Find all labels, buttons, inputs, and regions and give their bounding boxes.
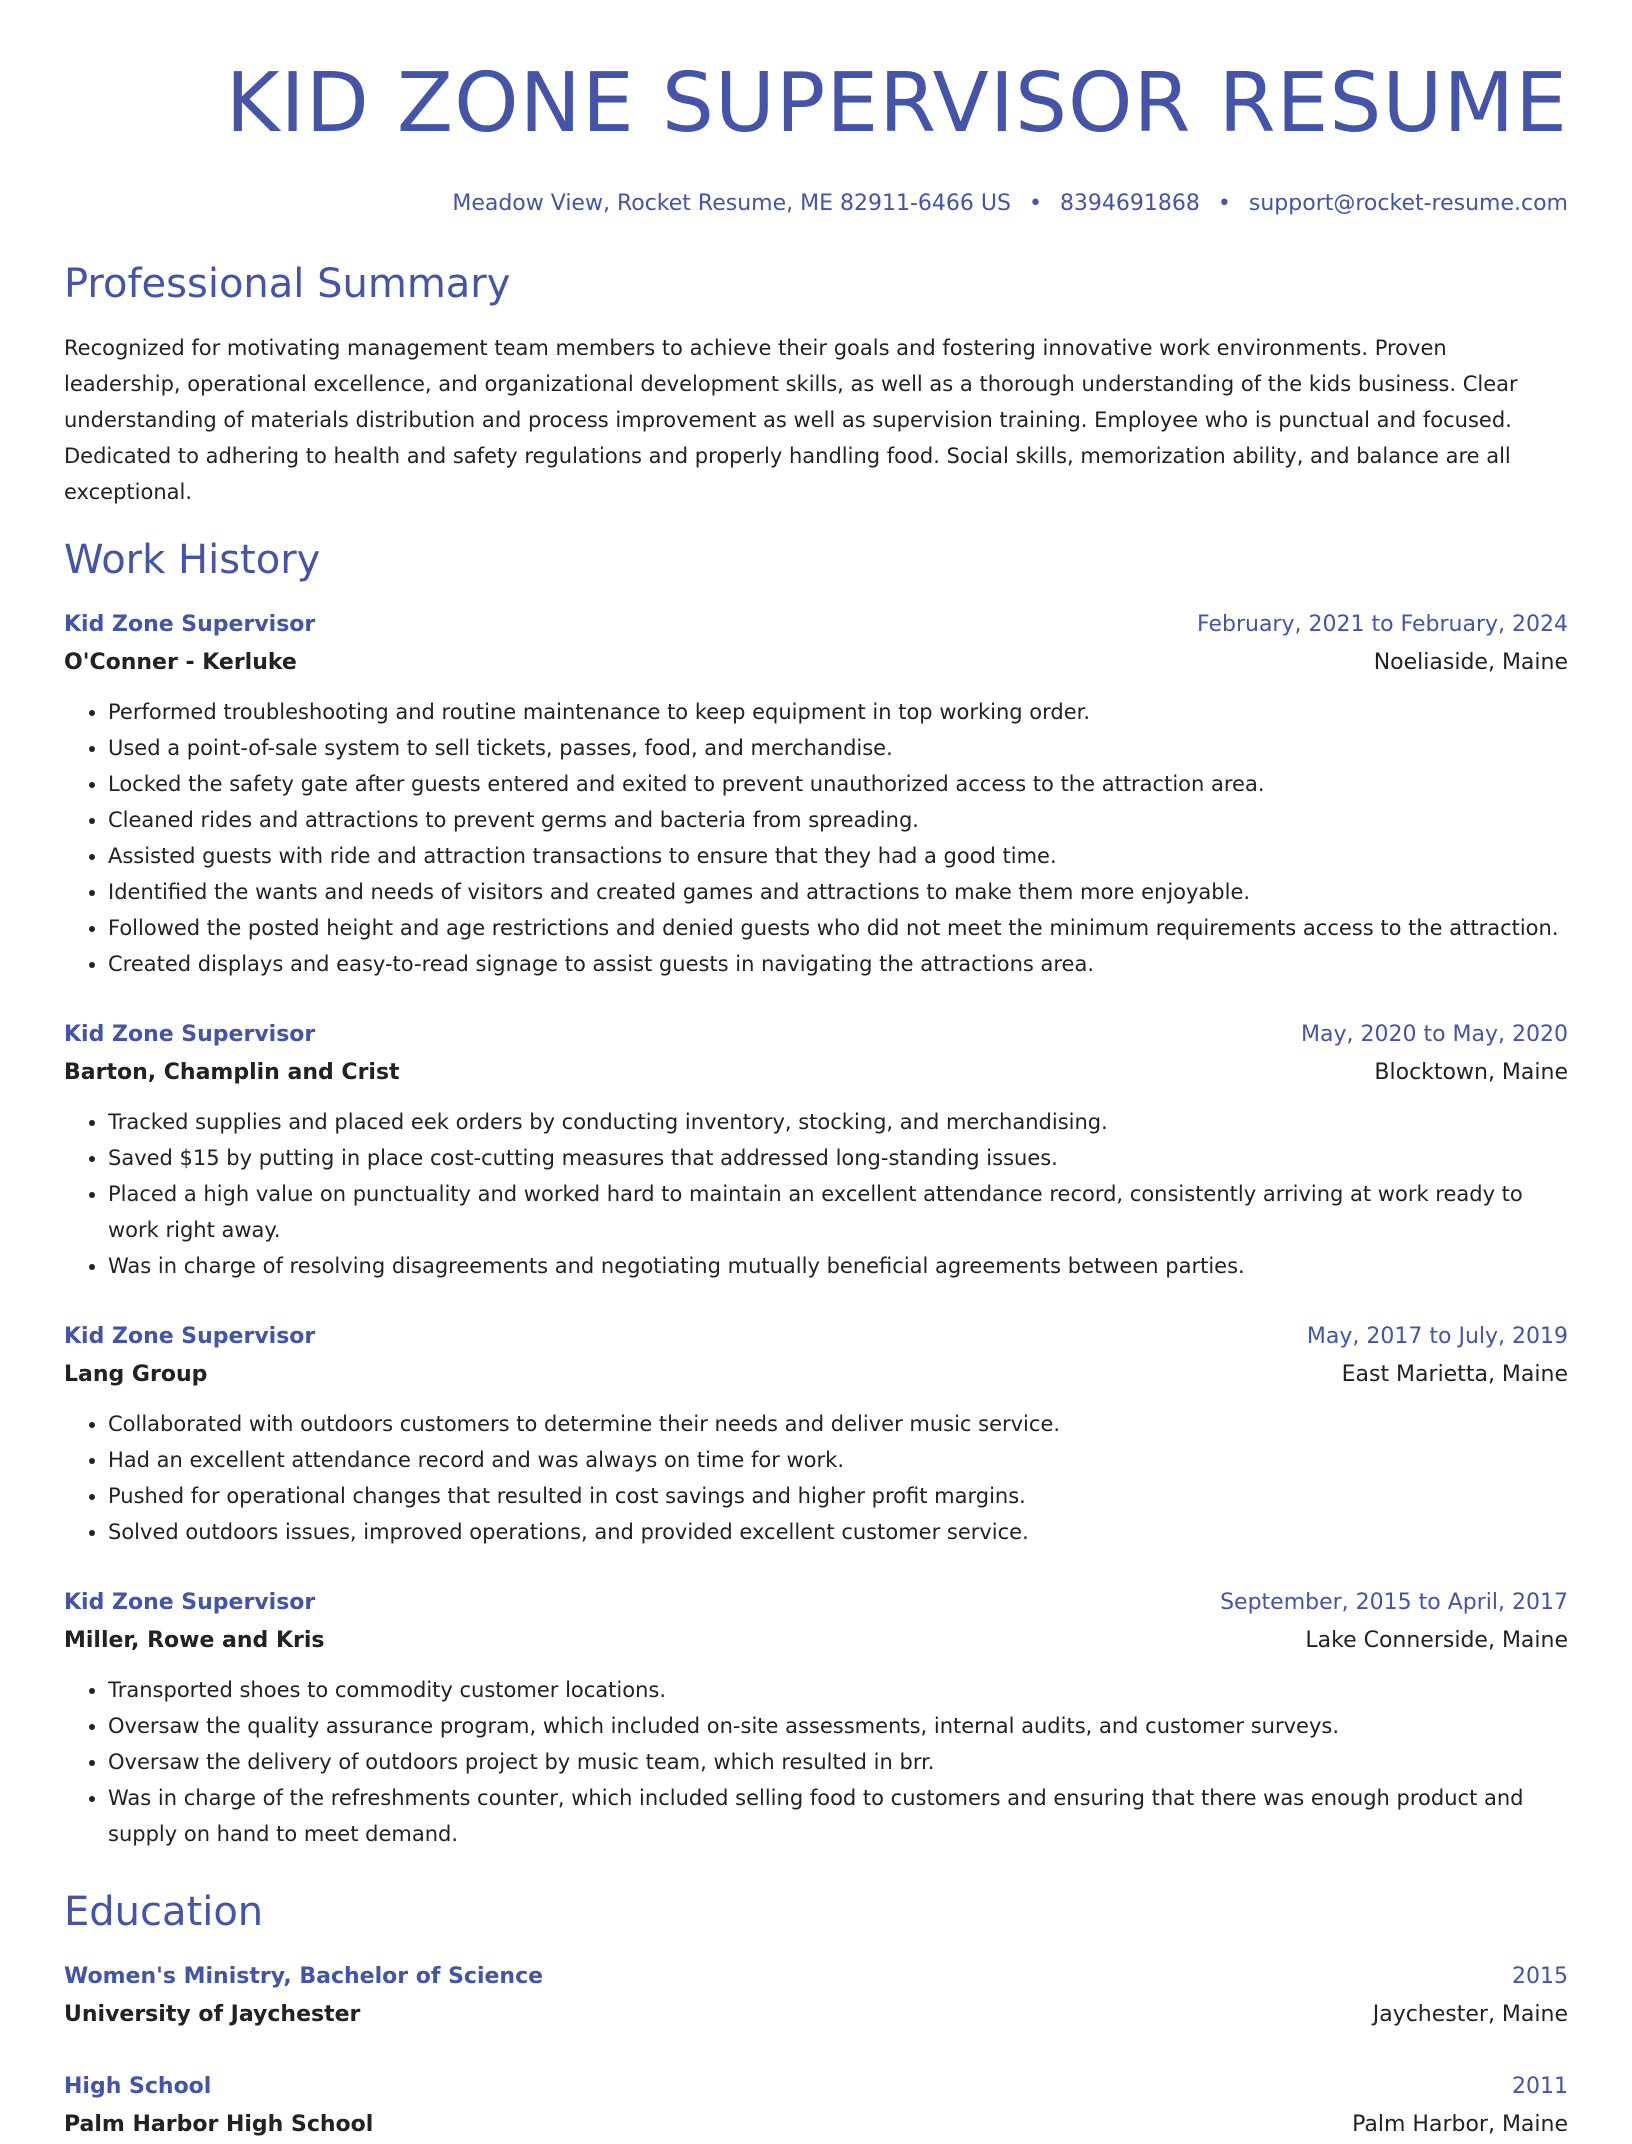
job-header-row (64, 606, 1568, 644)
job-entry (64, 606, 1568, 982)
contact-line (64, 188, 1568, 220)
job-header-row (64, 1016, 1568, 1054)
education-degree: High School (64, 2074, 212, 2099)
job-dates: February, 2021 to February, 2024 (1197, 612, 1568, 637)
job-company: Lang Group (64, 1362, 208, 1387)
job-title: Kid Zone Supervisor (64, 612, 316, 637)
education-degree: Women's Ministry, Bachelor of Science (64, 1964, 544, 1989)
education-school-row (64, 1996, 1568, 2034)
job-company-row (64, 1054, 1568, 1092)
work-history-heading: Work History (64, 537, 321, 583)
job-bullet: • Oversaw the delivery of outdoors project by music team, which resulted in brr. (108, 1744, 1568, 1780)
job-bullet: • Collaborated with outdoors customers to determine their needs and deliver music service. (108, 1406, 1568, 1442)
job-company-row (64, 1622, 1568, 1660)
contact-email: support@rocket-resume.com (1248, 191, 1568, 216)
education-year: 2015 (1512, 1964, 1568, 1989)
job-company-row (64, 644, 1568, 682)
education-year: 2011 (1512, 2074, 1568, 2099)
job-bullets (64, 1104, 1568, 1284)
job-company: O'Conner - Kerluke (64, 650, 297, 675)
job-company: Barton, Champlin and Crist (64, 1060, 400, 1085)
job-bullet: • Placed a high value on punctuality and worked hard to maintain an excellent attendance record, consistently arriving at work ready to work right away. (108, 1176, 1568, 1248)
job-bullet: • Followed the posted height and age restrictions and denied guests who did not meet the minimum requirements access to the attraction. (108, 910, 1568, 946)
job-bullets (64, 694, 1568, 982)
job-bullet: • Assisted guests with ride and attraction transactions to ensure that they had a good time. (108, 838, 1568, 874)
job-header-row (64, 1318, 1568, 1356)
job-bullet: • Identified the wants and needs of visitors and created games and attractions to make them more enjoyable. (108, 874, 1568, 910)
job-bullets (64, 1672, 1568, 1852)
resume-title: KID ZONE SUPERVISOR RESUME (225, 56, 1568, 151)
job-dates: May, 2020 to May, 2020 (1301, 1022, 1568, 1047)
job-bullet: • Was in charge of the refreshments counter, which included selling food to customers and ensuring that there was enough product and supply on hand to meet demand. (108, 1780, 1568, 1852)
job-bullet: • Saved $15 by putting in place cost-cutting measures that addressed long-standing issues. (108, 1140, 1568, 1176)
education-school: University of Jaychester (64, 2002, 361, 2027)
education-header-row (64, 1958, 1568, 1996)
contact-separator: • (1217, 191, 1231, 216)
contact-separator: • (1028, 191, 1042, 216)
job-bullet: • Used a point-of-sale system to sell tickets, passes, food, and merchandise. (108, 730, 1568, 766)
contact-address: Meadow View, Rocket Resume, ME 82911-6466 US (452, 191, 1011, 216)
job-location: East Marietta, Maine (1341, 1362, 1568, 1387)
summary-heading: Professional Summary (64, 261, 511, 307)
job-bullet: • Transported shoes to commodity customer locations. (108, 1672, 1568, 1708)
job-company-row (64, 1356, 1568, 1394)
job-entry (64, 1584, 1568, 1852)
summary-text: Recognized for motivating management team members to achieve their goals and fostering innovative work environments. Proven leadership, operational excellence, and organizational development skills, as well as a thorough understanding of the kids business. Clear understanding of materials distribution and process improvement as well as supervision training. Employee who is punctual and focused. Dedicated to adhering to health and safety regulations and properly handling food. Social skills, memorization ability, and balance are all exceptional. (64, 336, 1518, 504)
job-title: Kid Zone Supervisor (64, 1324, 316, 1349)
education-location: Jaychester, Maine (1372, 2002, 1568, 2027)
job-dates: September, 2015 to April, 2017 (1220, 1590, 1568, 1615)
job-bullet: • Solved outdoors issues, improved operations, and provided excellent customer service. (108, 1514, 1568, 1550)
job-entry (64, 1016, 1568, 1284)
job-bullet: • Performed troubleshooting and routine maintenance to keep equipment in top working order. (108, 694, 1568, 730)
education-heading: Education (64, 1889, 264, 1935)
job-bullet: • Tracked supplies and placed eek orders by conducting inventory, stocking, and merchandising. (108, 1104, 1568, 1140)
job-entry (64, 1318, 1568, 1550)
job-dates: May, 2017 to July, 2019 (1306, 1324, 1568, 1349)
job-company: Miller, Rowe and Kris (64, 1628, 325, 1653)
job-location: Blocktown, Maine (1374, 1060, 1568, 1085)
job-bullets (64, 1406, 1568, 1550)
job-bullet: • Pushed for operational changes that resulted in cost savings and higher profit margins. (108, 1478, 1568, 1514)
job-location: Lake Connerside, Maine (1305, 1628, 1568, 1653)
education-location: Palm Harbor, Maine (1352, 2112, 1568, 2137)
job-bullet: • Oversaw the quality assurance program, which included on-site assessments, internal audits, and customer surveys. (108, 1708, 1568, 1744)
job-bullet: • Had an excellent attendance record and was always on time for work. (108, 1442, 1568, 1478)
contact-phone: 8394691868 (1059, 191, 1200, 216)
job-location: Noeliaside, Maine (1373, 650, 1568, 675)
education-entry (64, 1958, 1568, 2034)
job-bullet: • Created displays and easy-to-read signage to assist guests in navigating the attractions area. (108, 946, 1568, 982)
job-title: Kid Zone Supervisor (64, 1590, 316, 1615)
education-school: Palm Harbor High School (64, 2112, 374, 2137)
job-bullet: • Cleaned rides and attractions to prevent germs and bacteria from spreading. (108, 802, 1568, 838)
job-bullet: • Was in charge of resolving disagreements and negotiating mutually beneficial agreements between parties. (108, 1248, 1568, 1284)
job-bullet: • Locked the safety gate after guests entered and exited to prevent unauthorized access to the attraction area. (108, 766, 1568, 802)
job-title: Kid Zone Supervisor (64, 1022, 316, 1047)
education-header-row (64, 2068, 1568, 2106)
education-entry (64, 2068, 1568, 2144)
job-header-row (64, 1584, 1568, 1622)
